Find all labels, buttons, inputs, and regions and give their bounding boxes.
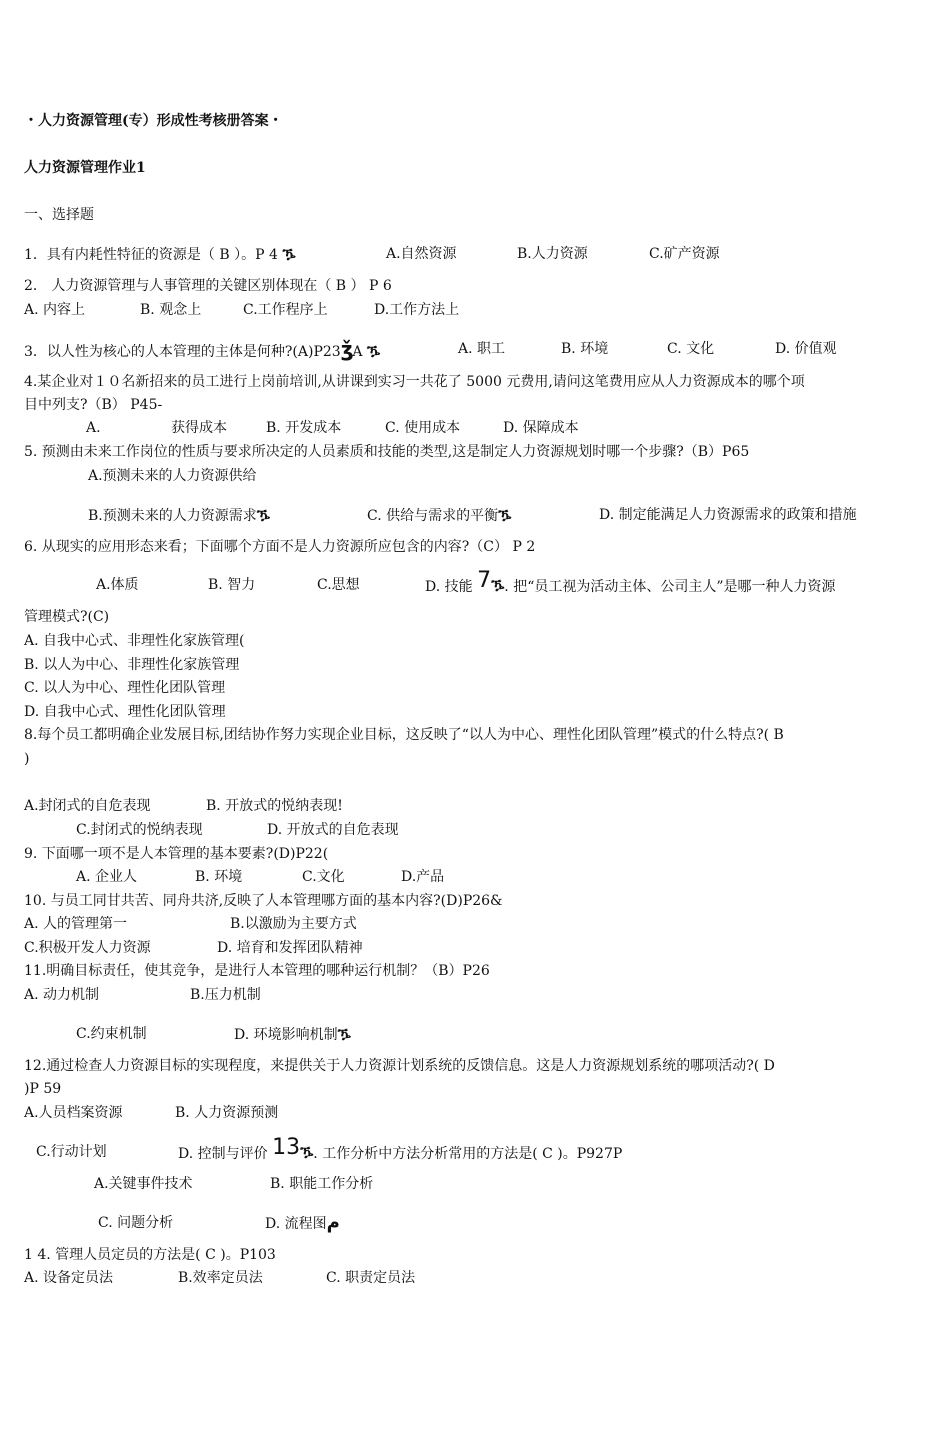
- q12-option-d-and-q13: D. 控制与评价 13ዄ. 工作分析中方法分析常用的方法是( C )。P927P: [178, 1135, 623, 1162]
- q13-option-a: A.关键事件技术: [94, 1176, 193, 1192]
- q7-option-d: D. 自我中心式、理性化团队管理: [24, 704, 226, 720]
- q2-option-b: B. 观念上: [140, 302, 202, 318]
- stray-mark-glyph: ዄ: [366, 342, 381, 360]
- question-8-text-line2: ): [24, 751, 30, 767]
- q6-option-a: A.体质: [96, 577, 139, 593]
- q9-option-a: A. 企业人: [76, 869, 138, 885]
- question-3: [24, 337, 381, 361]
- q3-option-a: A. 职工: [458, 341, 506, 357]
- question-14-text: 1 4. 管理人员定员的方法是( C )。P103: [24, 1247, 276, 1263]
- question-10-text: 10. 与员工同甘共苦、同舟共济,反映了人本管理哪方面的基本内容?(D)P26&: [24, 893, 503, 909]
- question-1: [24, 245, 296, 264]
- q5-option-b: B.预测未来的人力资源需求ዄ: [88, 506, 270, 524]
- q8-option-c: C.封闭式的悦纳表现: [76, 822, 203, 838]
- q2-option-c: C.工作程序上: [243, 302, 328, 318]
- stray-mark-glyph: ǯ: [340, 337, 353, 361]
- q11-option-d: D. 环境影响机制ዄ: [234, 1025, 351, 1043]
- q10-option-b: B.以激励为主要方式: [230, 916, 357, 932]
- q7-option-b: B. 以人为中心、非理性化家族管理: [24, 657, 240, 673]
- stray-mark-glyph: ዄ: [498, 506, 512, 524]
- q5-option-a: A.预测未来的人力资源供给: [88, 468, 257, 484]
- question-13-number: 13: [272, 1135, 301, 1160]
- q10-option-c: C.积极开发人力资源: [24, 940, 151, 956]
- q9-option-c: C.文化: [302, 869, 345, 885]
- question-12-text-line1: 12.通过检查人力资源目标的实现程度，来提供关于人力资源计划系统的反馈信息。这是人力资源规划系统的哪项活动?( D: [24, 1058, 775, 1074]
- q13-option-d: D. 流程图م: [265, 1212, 340, 1233]
- question-7-text-cont: 管理模式?(C): [24, 609, 110, 625]
- stray-mark-glyph: ዄ: [256, 506, 270, 524]
- q6-option-c: C.思想: [317, 577, 360, 593]
- question-3-answer: A: [352, 344, 367, 360]
- stray-mark-glyph: ዄ: [337, 1025, 351, 1043]
- stray-mark-glyph: ዄ: [300, 1143, 314, 1161]
- stray-mark-glyph: ዄ: [491, 576, 505, 594]
- question-12-text-line2: )P 59: [24, 1081, 62, 1097]
- q12-option-c: C.行动计划: [36, 1144, 107, 1160]
- q3-option-d: D. 价值观: [775, 341, 837, 357]
- q9-option-b: B. 环境: [195, 869, 243, 885]
- question-4-text-line1: 4.某企业对１０名新招来的员工进行上岗前培训,从讲课到实习一共花了 5000 元费用,请问这笔费用应从人力资源成本的哪个项: [24, 374, 805, 390]
- q14-option-c: C. 职责定员法: [326, 1270, 416, 1286]
- question-2-text: 2． 人力资源管理与人事管理的关键区别体现在（ B ） P 6: [24, 278, 392, 294]
- q11-option-a: A. 动力机制: [24, 987, 100, 1003]
- q13-option-b: B. 职能工作分析: [270, 1176, 374, 1192]
- q1-option-a: A.自然资源: [386, 246, 457, 262]
- q10-option-d: D. 培育和发挥团队精神: [217, 940, 363, 956]
- question-6-text: 6. 从现实的应用形态来看；下面哪个方面不是人力资源所应包含的内容?（C） P 2: [24, 539, 536, 555]
- document-subtitle: 人力资源管理作业1: [24, 160, 146, 176]
- q1-option-c: C.矿产资源: [649, 246, 720, 262]
- question-8-text-line1: 8.每个员工都明确企业发展目标,团结协作努力实现企业目标，这反映了“以人为中心、理性化团队管理”模式的什么特点?( B: [24, 727, 784, 743]
- question-4-text-line2: 目中列支?（B） P45-: [24, 397, 163, 413]
- q11-option-c: C.约束机制: [76, 1026, 147, 1042]
- stray-mark-glyph: ዄ: [282, 245, 296, 263]
- q1-option-b: B.人力资源: [517, 246, 588, 262]
- question-5-text: 5. 预测由未来工作岗位的性质与要求所决定的人员素质和技能的类型,这是制定人力资源规划时哪一个步骤?（B）P65: [24, 444, 750, 460]
- q9-option-d: D.产品: [401, 869, 445, 885]
- q8-option-a: A.封闭式的自危表现: [24, 798, 151, 814]
- q6-option-b: B. 智力: [208, 577, 256, 593]
- question-7-number: 7: [477, 568, 492, 593]
- q13-option-c: C. 问题分析: [98, 1215, 174, 1231]
- q4-option-b: B. 开发成本: [266, 420, 342, 436]
- q11-option-b: B.压力机制: [190, 987, 261, 1003]
- question-3-text: 3．以人性为核心的人本管理的主体是何种?(A)P23: [24, 344, 341, 360]
- question-13-text: . 工作分析中方法分析常用的方法是( C )。P927P: [313, 1146, 623, 1162]
- question-7-text: . 把“员工视为活动主体、公司主人”是哪一种人力资源: [504, 579, 836, 595]
- document-title: ・人力资源管理(专）形成性考核册答案・: [24, 113, 283, 129]
- section-heading: 一、选择题: [24, 207, 94, 223]
- q14-option-a: A. 设备定员法: [24, 1270, 114, 1286]
- q8-option-d: D. 开放式的自危表现: [267, 822, 399, 838]
- q8-option-b: B. 开放式的悦纳表现!: [206, 798, 343, 814]
- q5-option-d: D. 制定能满足人力资源需求的政策和措施: [599, 507, 857, 523]
- q3-option-c: C. 文化: [667, 341, 715, 357]
- q4-option-d: D. 保障成本: [503, 420, 579, 436]
- q3-option-b: B. 环境: [561, 341, 609, 357]
- q7-option-a: A. 自我中心式、非理性化家族管理(: [24, 633, 245, 649]
- q7-option-c: C. 以人为中心、理性化团队管理: [24, 680, 226, 696]
- q10-option-a: A. 人的管理第一: [24, 916, 128, 932]
- q4-option-a-text: 获得成本: [171, 420, 227, 436]
- q4-option-c: C. 使用成本: [385, 420, 461, 436]
- q6-option-d-and-q7: D. 技能 7ዄ. 把“员工视为活动主体、公司主人”是哪一种人力资源: [425, 568, 836, 595]
- q2-option-d: D.工作方法上: [374, 302, 460, 318]
- q4-option-a: A.: [86, 420, 101, 436]
- q12-option-a: A.人员档案资源: [24, 1105, 123, 1121]
- q12-option-b: B. 人力资源预测: [175, 1105, 279, 1121]
- question-11-text: 11.明确目标责任，使其竞争，是进行人本管理的哪种运行机制？（B）P26: [24, 963, 490, 979]
- q2-option-a: A. 内容上: [24, 302, 86, 318]
- question-9-text: 9. 下面哪一项不是人本管理的基本要素?(D)P22(: [24, 846, 329, 862]
- q5-option-c: C. 供给与需求的平衡ዄ: [367, 506, 512, 524]
- question-1-text: 1．具有内耗性特征的资源是（ B ）。P 4: [24, 247, 283, 263]
- stray-mark-glyph: م: [326, 1212, 340, 1233]
- q14-option-b: B.效率定员法: [178, 1270, 263, 1286]
